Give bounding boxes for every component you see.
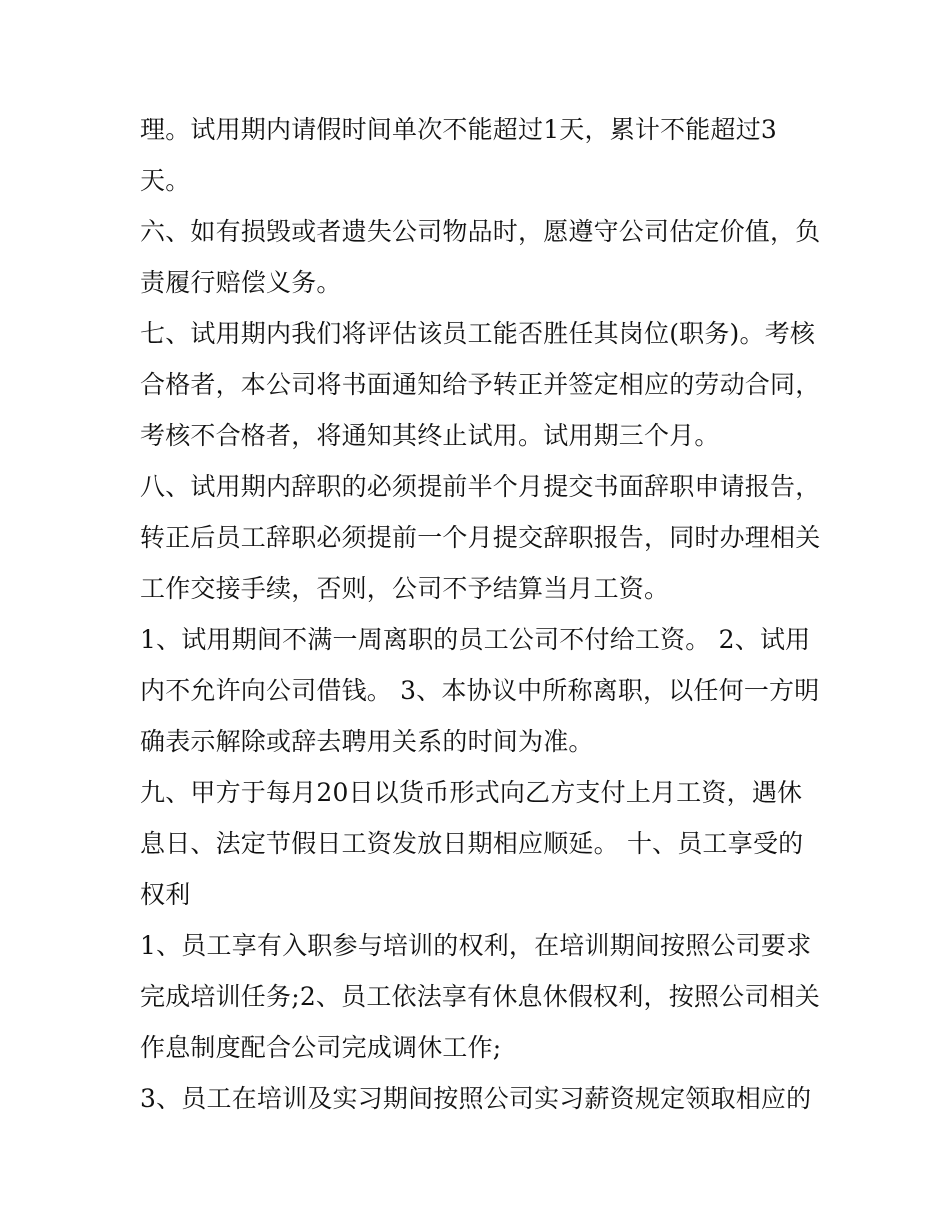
text-line: 八、试用期内辞职的必须提前半个月提交书面辞职申请报告， [140, 472, 821, 501]
text-line: 七、试用期内我们将评估该员工能否胜任其岗位(职务)。考核 [140, 319, 816, 348]
text-line: 内不允许向公司借钱。 3、本协议中所称离职，以任何一方明 [140, 676, 820, 705]
text-line: 九、甲方于每月20日以货币形式向乙方支付上月工资，遇休 [140, 778, 803, 807]
text-line: 3、员工在培训及实习期间按照公司实习薪资规定领取相应的 [140, 1084, 812, 1113]
text-line: 确表示解除或辞去聘用关系的时间为准。 [140, 727, 594, 756]
text-line: 考核不合格者，将通知其终止试用。试用期三个月。 [140, 421, 720, 450]
text-line: 1、员工享有入职参与培训的权利，在培训期间按照公司要求 [140, 931, 812, 960]
text-line: 作息制度配合公司完成调休工作; [140, 1033, 502, 1062]
text-line: 天。 [140, 166, 191, 195]
text-line: 工作交接手续，否则，公司不予结算当月工资。 [140, 574, 670, 603]
text-line: 完成培训任务;2、员工依法享有休息休假权利，按照公司相关 [140, 982, 820, 1011]
text-line: 合格者，本公司将书面通知给予转正并签定相应的劳动合同， [140, 370, 821, 399]
text-line: 理。试用期内请假时间单次不能超过1天，累计不能超过3 [140, 115, 778, 144]
text-line: 六、如有损毁或者遗失公司物品时，愿遵守公司估定价值，负 [140, 217, 821, 246]
text-line: 转正后员工辞职必须提前一个月提交辞职报告，同时办理相关 [140, 523, 821, 552]
text-line: 息日、法定节假日工资发放日期相应顺延。 十、员工享受的 [140, 829, 804, 858]
text-line: 1、试用期间不满一周离职的员工公司不付给工资。 2、试用 [140, 625, 811, 654]
text-line: 权利 [140, 880, 191, 909]
text-line: 责履行赔偿义务。 [140, 268, 342, 297]
